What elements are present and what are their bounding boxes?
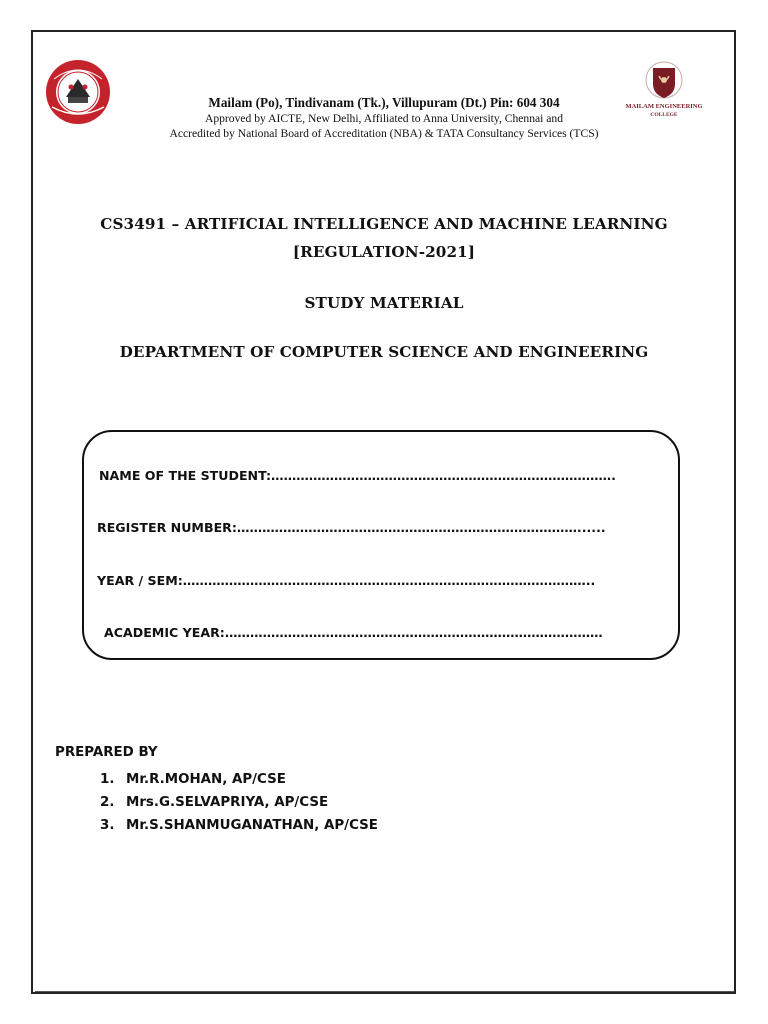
academic-year-field[interactable]: ACADEMIC YEAR:……………………………………………………………………………… — [104, 625, 603, 640]
page-border-bottom-line — [35, 991, 734, 992]
svg-text:COLLEGE: COLLEGE — [650, 112, 678, 118]
approval-text: Approved by AICTE, New Delhi, Affiliated to Anna University, Chennai and — [204, 112, 564, 125]
list-number: 3. — [100, 818, 115, 833]
year-sem-field[interactable]: YEAR / SEM:…………………………………………………………………………………….. — [97, 573, 596, 588]
list-item — [100, 768, 378, 791]
list-number: 2. — [100, 795, 115, 810]
student-name-field[interactable]: NAME OF THE STUDENT:………………………………………………………………………. — [99, 468, 616, 483]
accreditation-text: Accredited by National Board of Accreditation (NBA) & TATA Consultancy Services (TCS) — [169, 127, 599, 140]
register-number-field[interactable]: REGISTER NUMBER:………………………………………………………………………...... — [97, 520, 606, 535]
preparer-name: Mrs.G.SELVAPRIYA, AP/CSE — [126, 795, 329, 810]
prepared-by-heading: PREPARED BY — [55, 745, 158, 760]
preparer-name: Mr.S.SHANMUGANATHAN, AP/CSE — [126, 818, 378, 833]
list-item — [100, 791, 378, 814]
svg-text:MAILAM ENGINEERING: MAILAM ENGINEERING — [625, 103, 703, 110]
department-title: DEPARTMENT OF COMPUTER SCIENCE AND ENGINEERING — [119, 343, 649, 361]
list-item — [100, 814, 378, 837]
preparer-list — [100, 768, 378, 837]
preparer-name: Mr.R.MOHAN, AP/CSE — [126, 772, 286, 787]
course-title: CS3491 – ARTIFICIAL INTELLIGENCE AND MACHINE LEARNING — [100, 215, 668, 233]
list-number: 1. — [100, 772, 115, 787]
regulation-title: [REGULATION-2021] — [292, 243, 476, 261]
study-material-title: STUDY MATERIAL — [304, 294, 464, 312]
college-address: Mailam (Po), Tindivanam (Tk.), Villupuram (Dt.) Pin: 604 304 — [208, 95, 560, 110]
